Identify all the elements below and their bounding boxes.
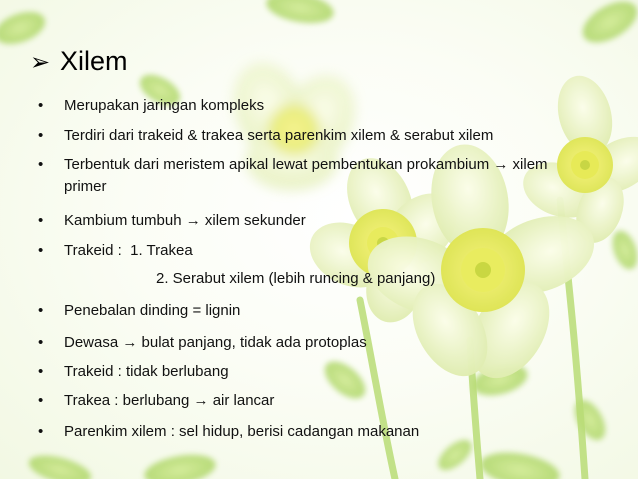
bullet-dot-icon: •: [38, 334, 44, 351]
bullet-dot-icon: •: [38, 156, 44, 173]
bullet-dot-icon: •: [38, 392, 44, 409]
bullet-dot-icon: •: [38, 363, 44, 380]
bullet-text: Merupakan jaringan kompleks: [64, 97, 265, 114]
bullet-text: Trakeid : 1. Trakea: [64, 242, 193, 259]
bullet-dot-icon: •: [38, 302, 44, 319]
list-item: [38, 125, 598, 147]
list-item: [38, 361, 598, 383]
list-item: [38, 300, 598, 322]
bullet-text: Terbentuk dari meristem apikal lewat pembentukan prokambium → xilem: [64, 156, 548, 173]
bullet-text: Trakeid : tidak berlubang: [64, 363, 229, 380]
bullet-text: Kambium tumbuh → xilem sekunder: [64, 212, 306, 229]
bullet-dot-icon: •: [38, 242, 44, 259]
slide-heading: [30, 45, 128, 79]
trakeid-second-item: 2. Serabut xilem (lebih runcing & panjang): [156, 270, 436, 287]
bullet-dot-icon: •: [38, 97, 44, 114]
list-item: [38, 421, 598, 443]
list-item: [38, 95, 598, 117]
list-item: [38, 210, 598, 232]
bullet-text: Terdiri dari trakeid & trakea serta parenkim xilem & serabut xilem: [64, 127, 494, 144]
bullet-text: Parenkim xilem : sel hidup, berisi cadangan makanan: [64, 423, 420, 440]
list-item: [38, 154, 598, 198]
slide-title: Xilem: [60, 46, 128, 76]
list-item: [38, 332, 598, 354]
bullet-text: Penebalan dinding = lignin: [64, 302, 241, 319]
bullet-text-continued: primer: [64, 178, 107, 195]
bullet-dot-icon: •: [38, 423, 44, 440]
arrow-bullet-icon: ➢: [30, 49, 51, 76]
bullet-text: Trakea : berlubang → air lancar: [64, 392, 275, 409]
bullet-dot-icon: •: [38, 212, 44, 229]
bullet-text: Dewasa → bulat panjang, tidak ada protoplas: [64, 334, 367, 351]
list-item: [38, 240, 598, 262]
bullet-dot-icon: •: [38, 127, 44, 144]
list-item: [38, 390, 598, 412]
